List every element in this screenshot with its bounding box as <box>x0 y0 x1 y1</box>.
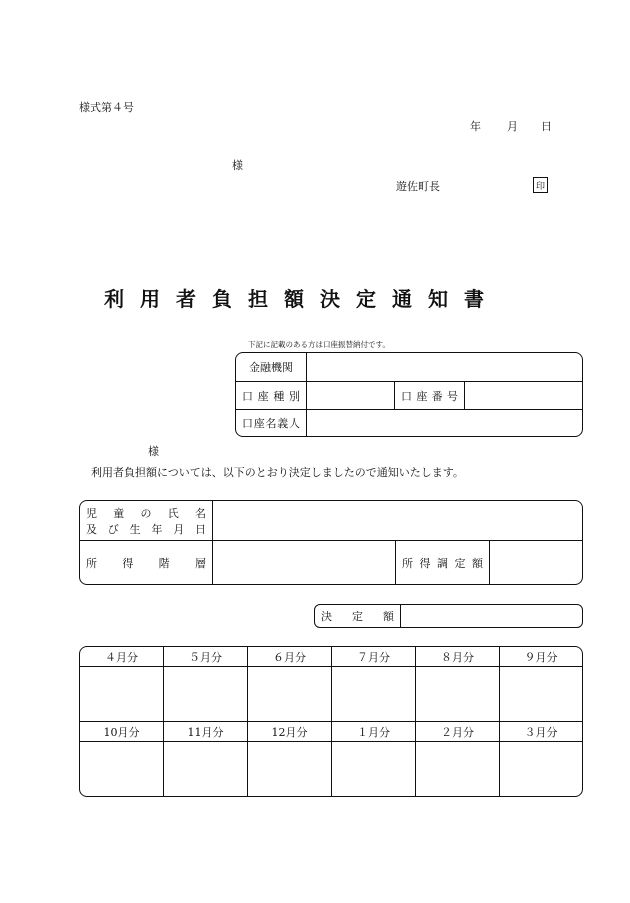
month-amount-field[interactable] <box>80 667 164 722</box>
month-header: １月分 <box>332 722 416 742</box>
institution-field[interactable] <box>307 353 582 382</box>
income-bracket-field[interactable] <box>213 541 396 584</box>
month-header: ３月分 <box>500 722 582 742</box>
seal-mark: 印 <box>533 177 548 193</box>
month-amount-field[interactable] <box>248 742 332 796</box>
decision-amount-label: 決定額 <box>315 605 401 627</box>
decision-amount-field[interactable] <box>401 605 582 627</box>
account-number-label: 口座番号 <box>395 382 465 410</box>
month-header: ５月分 <box>164 647 248 667</box>
month-amount-field[interactable] <box>248 667 332 722</box>
months-row-2 <box>80 722 582 742</box>
account-holder-label: 口座名義人 <box>236 410 307 436</box>
month-header: 11月分 <box>164 722 248 742</box>
month-header: ４月分 <box>80 647 164 667</box>
date-day-label: 日 <box>541 120 552 133</box>
form-number: 様式第４号 <box>79 101 134 114</box>
decision-amount-table <box>314 604 583 628</box>
month-amount-field[interactable] <box>500 667 582 722</box>
month-amount-field[interactable] <box>500 742 582 796</box>
account-type-label: 口座種別 <box>236 382 307 410</box>
month-header: ９月分 <box>500 647 582 667</box>
adjusted-income-label: 所得調定額 <box>396 541 490 584</box>
month-header: ８月分 <box>416 647 500 667</box>
notice-message: 利用者負担額については、以下のとおり決定しましたので通知いたします。 <box>91 466 464 479</box>
amounts-row-1 <box>80 667 582 722</box>
issuer-name: 遊佐町長 <box>396 180 440 193</box>
institution-label: 金融機関 <box>236 353 307 382</box>
month-amount-field[interactable] <box>164 667 248 722</box>
month-header: 10月分 <box>80 722 164 742</box>
account-holder-field[interactable] <box>307 410 582 436</box>
document-title: 利用者負担額決定通知書 <box>104 287 500 311</box>
month-amount-field[interactable] <box>80 742 164 796</box>
account-type-field[interactable] <box>307 382 395 410</box>
recipient-honorific-top: 様 <box>232 159 243 172</box>
child-name-label-line1: 児童の氏名 <box>86 506 206 520</box>
date-year-label: 年 <box>470 120 481 133</box>
month-amount-field[interactable] <box>164 742 248 796</box>
months-row-1 <box>80 647 582 667</box>
month-header: 12月分 <box>248 722 332 742</box>
bank-account-table <box>235 352 583 437</box>
income-bracket-label: 所得階層 <box>80 541 213 584</box>
month-amount-field[interactable] <box>332 667 416 722</box>
child-name-label <box>80 501 213 541</box>
month-amount-field[interactable] <box>332 742 416 796</box>
bank-note: 下記に記載のある方は口座振替納付です。 <box>248 340 390 349</box>
date-month-label: 月 <box>507 120 518 133</box>
month-amount-field[interactable] <box>416 742 500 796</box>
child-name-label-line2: 及び生年月日 <box>86 522 206 536</box>
month-header: ２月分 <box>416 722 500 742</box>
child-info-table <box>79 500 583 585</box>
amounts-row-2 <box>80 742 582 796</box>
account-number-field[interactable] <box>465 382 582 410</box>
month-header: ６月分 <box>248 647 332 667</box>
monthly-amount-table <box>79 646 583 797</box>
month-header: ７月分 <box>332 647 416 667</box>
child-name-field[interactable] <box>213 501 582 541</box>
adjusted-income-field[interactable] <box>490 541 582 584</box>
recipient-honorific-mid: 様 <box>148 445 159 458</box>
month-amount-field[interactable] <box>416 667 500 722</box>
